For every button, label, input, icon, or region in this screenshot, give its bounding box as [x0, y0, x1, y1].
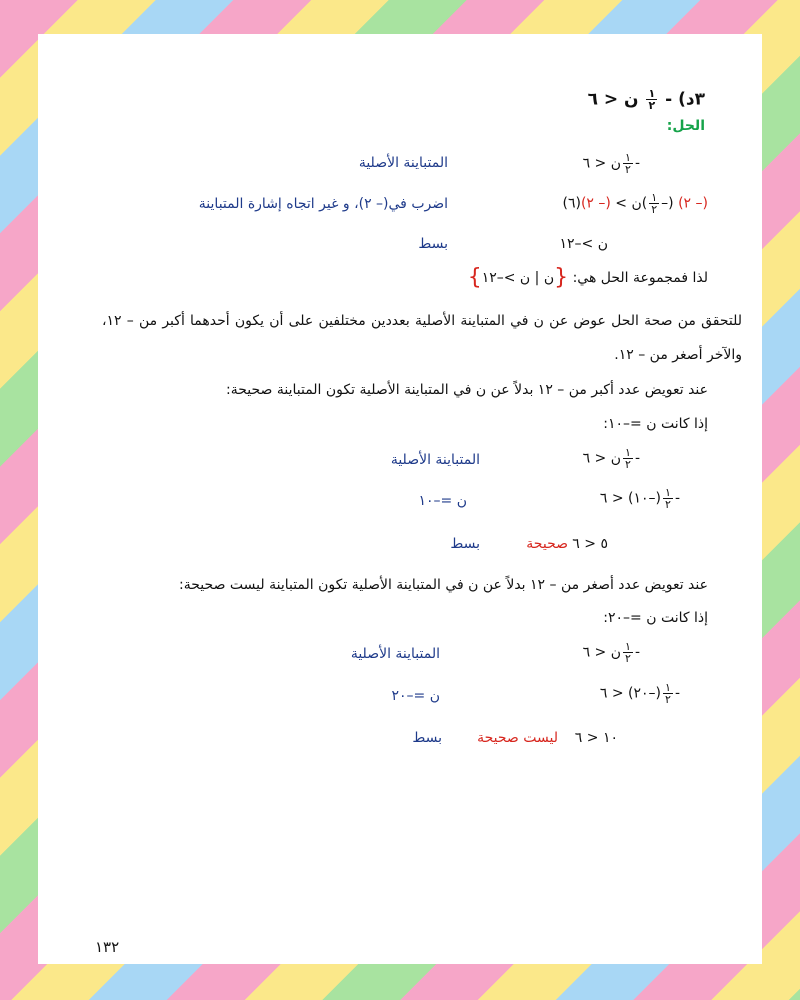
case1-status: صحيحة	[526, 536, 568, 552]
step-2-math: (– ٢) (– $\frac{١}{٢}$ )ن > (– ٢)(٦)	[562, 191, 708, 216]
solution-set: لذا فمجموعة الحل هي: {ن | ن >–١٢}	[467, 265, 708, 290]
fraction: $\frac{١}{٢}$	[648, 87, 656, 112]
case1-step-2-note: ن =–١٠	[418, 493, 467, 509]
case2-status: ليست صحيحة	[477, 730, 558, 746]
case2-step-2-note: ن =–٢٠	[391, 688, 440, 704]
case2-intro: عند تعويض عدد أصغر من – ١٢ بدلاً عن ن في المتباينة الأصلية تكون المتباينة ليست صحيحة:	[179, 577, 708, 593]
case2-step-3-math: ١٠ < ٦	[574, 730, 618, 746]
step-3-math: ن >–١٢	[559, 236, 608, 252]
case1-if: إذا كانت ن =–١٠:	[603, 416, 708, 432]
step-2-note: اضرب في(– ٢)، و غير اتجاه إشارة المتباينة	[198, 196, 448, 212]
case1-intro: عند تعويض عدد أكبر من – ١٢ بدلاً عن ن في المتباينة الأصلية تكون المتباينة صحيحة:	[226, 382, 708, 398]
problem-statement: ٣د) - $\frac{١}{٢}$ ن < ٦	[587, 87, 705, 112]
case1-step-3-math: ٥ < ٦	[572, 536, 608, 552]
case2-step-1-math: - $\frac{١}{٢}$ ن < ٦	[582, 640, 640, 665]
step-1-math: - $\frac{١}{٢}$ ن < ٦	[582, 151, 640, 176]
case2-step-2-math: - $\frac{١}{٢}$ (–٢٠) < ٦	[599, 681, 680, 706]
case2-step-1-note: المتباينة الأصلية	[350, 646, 440, 662]
step-1-note: المتباينة الأصلية	[358, 155, 448, 171]
case1-step-3-note: بسط	[450, 536, 480, 552]
step-3-note: بسط	[418, 236, 448, 252]
case2-step-3-note: بسط	[412, 730, 442, 746]
solution-label: الحل:	[666, 118, 705, 134]
page-number: ١٣٢	[95, 938, 120, 956]
problem-label: ٣د)	[678, 89, 705, 110]
check-paragraph: للتحقق من صحة الحل عوض عن ن في المتباينة الأصلية بعددين مختلفين على أن يكون أحدهما أكبر من – ١٢، والآخر أصغر من – ١٢.	[102, 313, 742, 363]
case2-if: إذا كانت ن =–٢٠:	[603, 610, 708, 626]
case1-step-1-note: المتباينة الأصلية	[390, 452, 480, 468]
case1-step-1-math: - $\frac{١}{٢}$ ن < ٦	[582, 446, 640, 471]
solution-set-value: ن | ن >–١٢	[481, 270, 555, 286]
case1-step-2-math: - $\frac{١}{٢}$ (–١٠) < ٦	[599, 486, 680, 511]
